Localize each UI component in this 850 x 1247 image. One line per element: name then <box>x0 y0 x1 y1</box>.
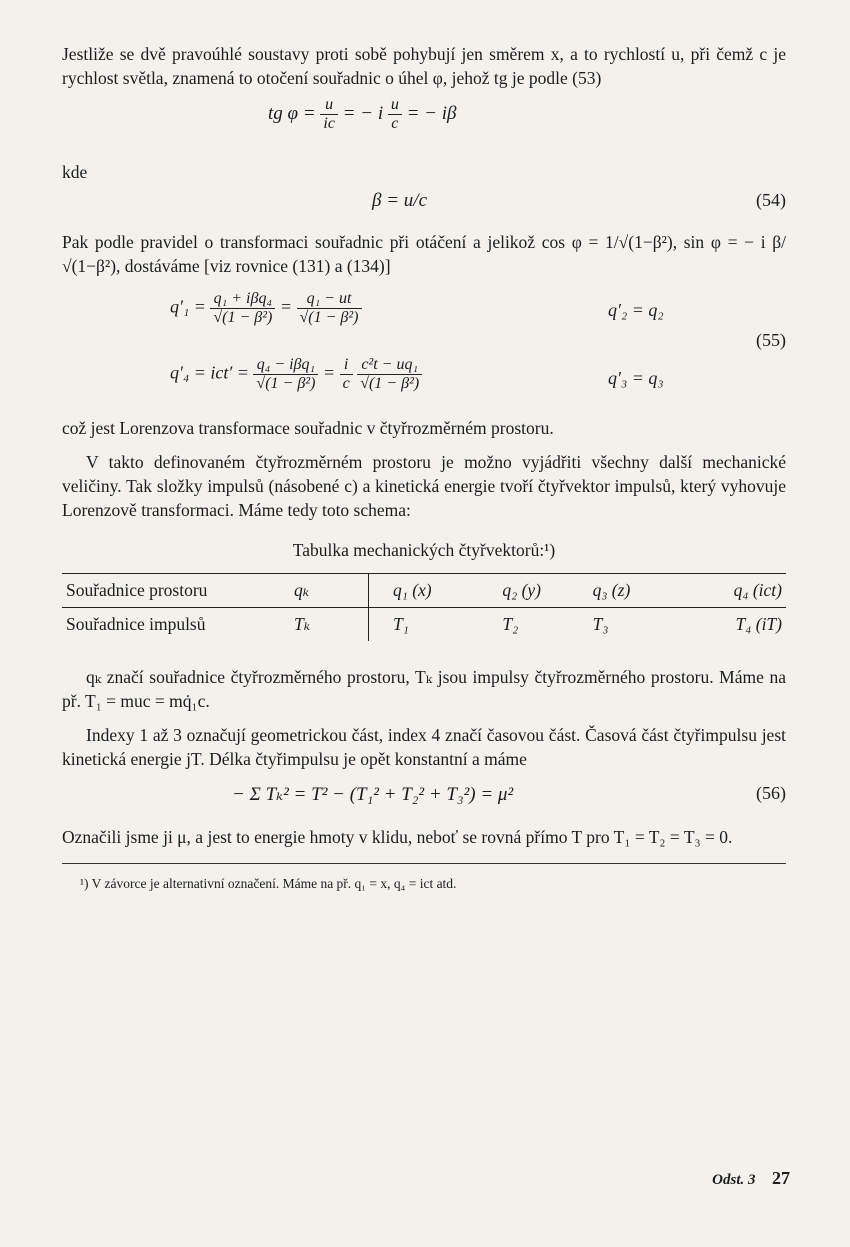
eq55-line2 <box>170 356 422 393</box>
paragraph-1: Jestliže se dvě pravoúhlé soustavy proti sobě pohybují jen směrem x, a to rychlostí u, při čemž c je rychlost světla, znamená to otočení souřadnic o úhel φ, jehož tg je podle (53) <box>62 44 786 88</box>
eq55-number: (55) <box>756 330 786 350</box>
table-cell: T₂ <box>502 614 519 634</box>
section-label: Odst. 3 <box>712 1172 756 1188</box>
paragraph-3: což jest Lorenzova transformace souřadnic v čtyřrozměrném prostoru. <box>62 418 554 438</box>
eq55-line2-num2a: i <box>340 356 353 375</box>
eq55-line2-lhs: q′₄ = ict′ = <box>170 362 249 383</box>
equation-56 <box>62 771 786 819</box>
paragraph-4: V takto definovaném čtyřrozměrném prostoru je možno vyjádřiti všechny další mechanické veličiny. Tak složky impulsů (násobené c) a kinetická energie tvoří čtyřvektor impulsů, který vyhovuje Lorenzově transformaci. Máme tedy toto schema: <box>62 452 786 520</box>
footnote-rule <box>62 863 786 864</box>
equation-tg <box>268 90 786 160</box>
eq55-line1-den1: √(1 − β²) <box>213 309 273 326</box>
paragraph-6: Indexy 1 až 3 označují geometrickou část, index 4 značí časovou část. Časová část čtyřimpulsu jest kinetická energie jT. Délka čtyřimpulsu je opět konstantní a máme <box>62 725 786 769</box>
table-cell: Souřadnice impulsů <box>66 614 206 634</box>
eq55-line2-num1: q₄ − iβq₁ <box>253 356 318 375</box>
table-cell: T₃ <box>592 614 609 634</box>
eq-tg-num2: u <box>388 96 402 115</box>
paragraph-7: Označili jsme ji μ, a jest to energie hmoty v klidu, neboť se rovná přímo T pro T₁ = T₂ = T₃ = 0. <box>62 827 733 847</box>
eq55-line1 <box>170 290 362 327</box>
eq55-line1-num2: q₁ − ut <box>297 290 362 309</box>
table-cell: q₂ (y) <box>502 580 542 600</box>
eq-tg-mid: = − i <box>342 102 384 124</box>
eq55-line2-num2b: c²t − uq₁ <box>357 356 422 375</box>
eq-tg-den1: ic <box>323 115 335 132</box>
table-cell: T₁ <box>369 608 499 642</box>
table-row <box>62 574 786 608</box>
eq-tg-rhs: = − iβ <box>406 102 457 124</box>
eq55-line1-right: q′₂ = q₂ <box>608 300 664 320</box>
eq56-body: − Σ Tₖ² = T² − (T₁² + T₂² + T₃²) = μ² <box>232 784 514 805</box>
eq55-line1-den2: √(1 − β²) <box>299 309 359 326</box>
equation-55 <box>62 284 786 416</box>
eq55-line2-den2a: c <box>342 375 350 392</box>
eq55-line2-eq: = <box>322 362 336 383</box>
table-cell: Tₖ <box>294 614 311 634</box>
table-caption: Tabulka mechanických čtyřvektorů:¹) <box>292 540 556 560</box>
eq54-number: (54) <box>756 190 786 210</box>
eq-tg-lhs: tg φ = <box>268 102 316 124</box>
eq55-line2-den1: √(1 − β²) <box>256 375 316 392</box>
eq54-body: β = u/c <box>372 190 427 211</box>
eq55-line2-frac2a <box>340 356 353 393</box>
eq55-line1-lhs: q′₁ = <box>170 296 206 317</box>
eq55-line2-frac2b <box>357 356 422 393</box>
four-vector-table <box>62 573 786 641</box>
paragraph-5: qₖ značí souřadnice čtyřrozměrného prostoru, Tₖ jsou impulsy čtyřrozměrného prostoru. Máme na př. T₁ = muc = mq̇₁c. <box>62 667 786 711</box>
page-body <box>62 42 786 896</box>
eq-tg-frac1 <box>320 96 338 133</box>
table-cell: Souřadnice prostoru <box>66 580 208 600</box>
footnote: ¹) V závorce je alternativní označení. Máme na př. q₁ = x, q₄ = ict atd. <box>80 876 457 891</box>
eq-tg-num1: u <box>320 96 338 115</box>
eq55-line1-frac2 <box>297 290 362 327</box>
table-cell: q₃ (z) <box>592 580 631 600</box>
kde-label: kde <box>62 162 88 182</box>
page-footer <box>712 1168 790 1189</box>
eq55-line2-right: q′₃ = q₃ <box>608 368 664 388</box>
table-cell: T₄ (iT) <box>735 614 782 634</box>
eq56-number: (56) <box>756 783 786 803</box>
eq-tg-frac2 <box>388 96 402 133</box>
eq55-line1-frac1 <box>210 290 275 327</box>
table-row <box>62 608 786 642</box>
eq55-line2-den2b: √(1 − β²) <box>360 375 420 392</box>
eq55-line1-num1: q₁ + iβq₄ <box>210 290 275 309</box>
table-cell: q₄ (ict) <box>733 580 782 600</box>
equation-54 <box>62 184 786 224</box>
eq-tg-den2: c <box>391 115 399 132</box>
eq55-line1-eq: = <box>279 296 292 317</box>
eq55-line2-frac1 <box>253 356 318 393</box>
table-cell: qₖ <box>294 580 310 600</box>
page-number: 27 <box>772 1168 790 1188</box>
table-cell: q₁ (x) <box>369 574 499 608</box>
paragraph-2: Pak podle pravidel o transformaci souřadnic při otáčení a jelikož cos φ = 1/√(1−β²), sin φ = − i β/√(1−β²), dostáváme [viz rovnice (131) a (134)] <box>62 232 786 276</box>
